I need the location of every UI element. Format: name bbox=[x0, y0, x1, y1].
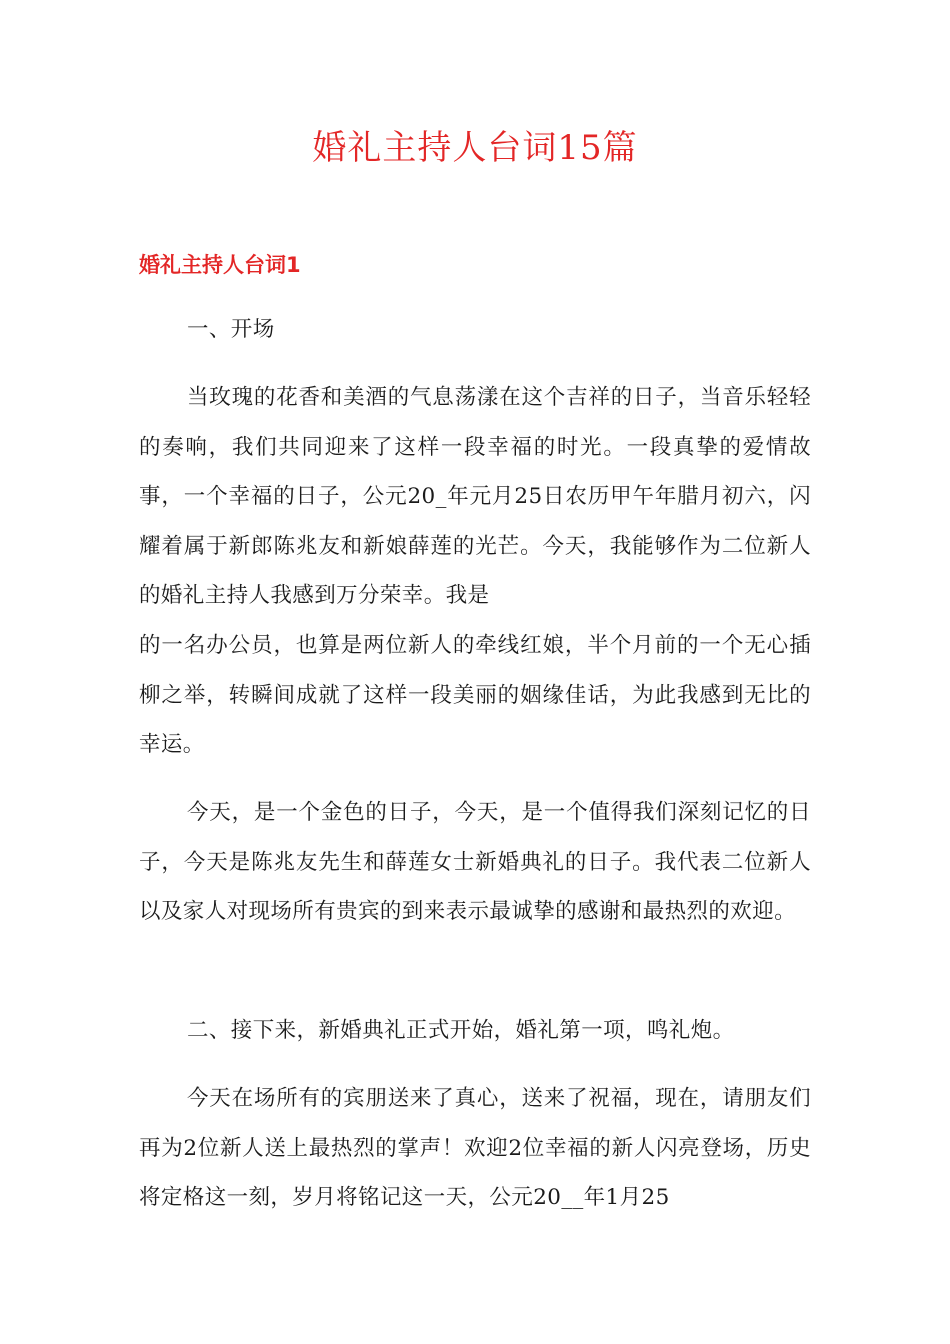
paragraph-block-1 bbox=[139, 373, 811, 621]
section-heading: 婚礼主持人台词1 bbox=[139, 253, 301, 277]
paragraph: 的一名办公员，也算是两位新人的牵线红娘，半个月前的一个无心插柳之举，转瞬间成就了这样一段美丽的姻缘佳话，为此我感到无比的幸运。 bbox=[139, 633, 811, 757]
paragraph-block-2 bbox=[139, 621, 811, 770]
paragraph-block-5 bbox=[139, 1074, 811, 1223]
paragraph: 二、接下来，新婚典礼正式开始，婚礼第一项，鸣礼炮。 bbox=[187, 1018, 735, 1043]
paragraph: 今天，是一个金色的日子，今天，是一个值得我们深刻记忆的日子，今天是陈兆友先生和薛莲女士新婚典礼的日子。我代表二位新人以及家人对现场所有贵宾的到来表示最诚挚的感谢和最热烈的欢迎。 bbox=[139, 800, 811, 924]
paragraph: 当玫瑰的花香和美酒的气息荡漾在这个吉祥的日子，当音乐轻轻的奏响，我们共同迎来了这样一段幸福的时光。一段真挚的爱情故事，一个幸福的日子，公元20_年元月25日农历甲午年腊月初六，闪耀着属于新郎陈兆友和新娘薛莲的光芒。今天，我能够作为二位新人的婚礼主持人我感到万分荣幸。我是 bbox=[139, 385, 811, 608]
paragraph-opening-label bbox=[139, 305, 811, 355]
paragraph: 今天在场所有的宾朋送来了真心，送来了祝福，现在，请朋友们再为2位新人送上最热烈的掌声！欢迎2位幸福的新人闪亮登场，历史将定格这一刻，岁月将铭记这一天，公元20__年1月25 bbox=[139, 1086, 811, 1210]
paragraph-block-4 bbox=[139, 1006, 811, 1056]
paragraph: 一、开场 bbox=[187, 317, 275, 342]
document-title: 婚礼主持人台词15篇 bbox=[312, 128, 638, 168]
paragraph-block-3 bbox=[139, 788, 811, 937]
